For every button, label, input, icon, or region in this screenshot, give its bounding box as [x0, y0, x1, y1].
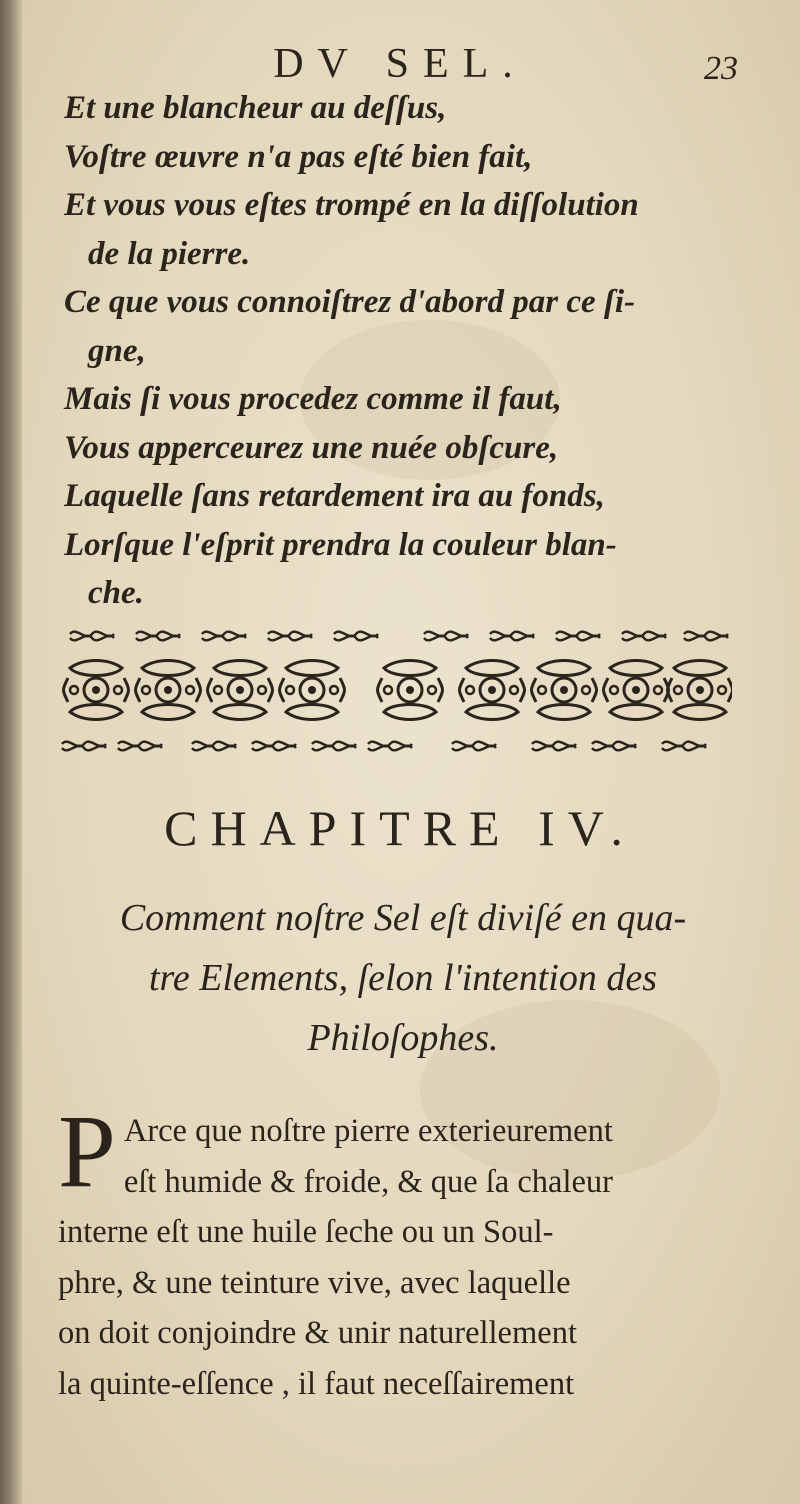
verse-line: Et vous vous eſtes trompé en la diſſolution: [64, 187, 639, 223]
book-binding-edge: [0, 0, 22, 1504]
chapter-subtitle-line: Philoſophes.: [307, 1017, 499, 1059]
verse-line: Ce que vous connoiſtrez d'abord par ce ſi-: [64, 284, 636, 320]
body-line: eſt humide & froide, & que ſa chaleur: [123, 1163, 613, 1200]
body-line: on doit conjoindre & unir naturellement: [58, 1315, 577, 1351]
decorative-headpiece-ornament: [60, 628, 732, 756]
verse-line: Vous apperceurez une nuée obſcure,: [64, 429, 559, 466]
body-line: interne eſt une huile ſeche ou un Soul-: [58, 1214, 554, 1250]
verse-line: Laquelle ſans retardement ira au fonds,: [64, 478, 605, 514]
drop-cap-initial: P: [58, 1094, 116, 1209]
verse-line: Mais ſi vous procedez comme il faut,: [64, 381, 562, 417]
verse-line: Et une blancheur au deſſus,: [64, 90, 447, 126]
chapter-subtitle-line: tre Elements, ſelon l'intention des: [148, 957, 657, 999]
verse-line: che.: [88, 575, 144, 611]
verse-line: Lorſque l'eſprit prendra la couleur blan-: [64, 526, 617, 563]
verse-block: [64, 84, 754, 618]
verse-line: de la pierre.: [88, 235, 251, 272]
verse-line: Voſtre œuvre n'a pas eſté bien fait,: [64, 138, 533, 175]
chapter-title: CHAPITRE IV.: [164, 800, 636, 856]
body-line: Arce que noſtre pierre exterieurement: [123, 1113, 613, 1149]
body-paragraph: [58, 1094, 748, 1409]
chapter-subtitle: [58, 888, 748, 1068]
body-line: la quinte-eſſence , il faut neceſſairement: [58, 1365, 575, 1402]
running-head: [0, 40, 800, 90]
page-number: 23: [704, 50, 738, 87]
chapter-subtitle-line: Comment noſtre Sel eſt diviſé en qua-: [119, 897, 687, 939]
verse-line: gne,: [88, 332, 146, 369]
body-line: phre, & une teinture vive, avec laquelle: [58, 1264, 571, 1301]
running-title: DV SEL.: [273, 41, 527, 87]
